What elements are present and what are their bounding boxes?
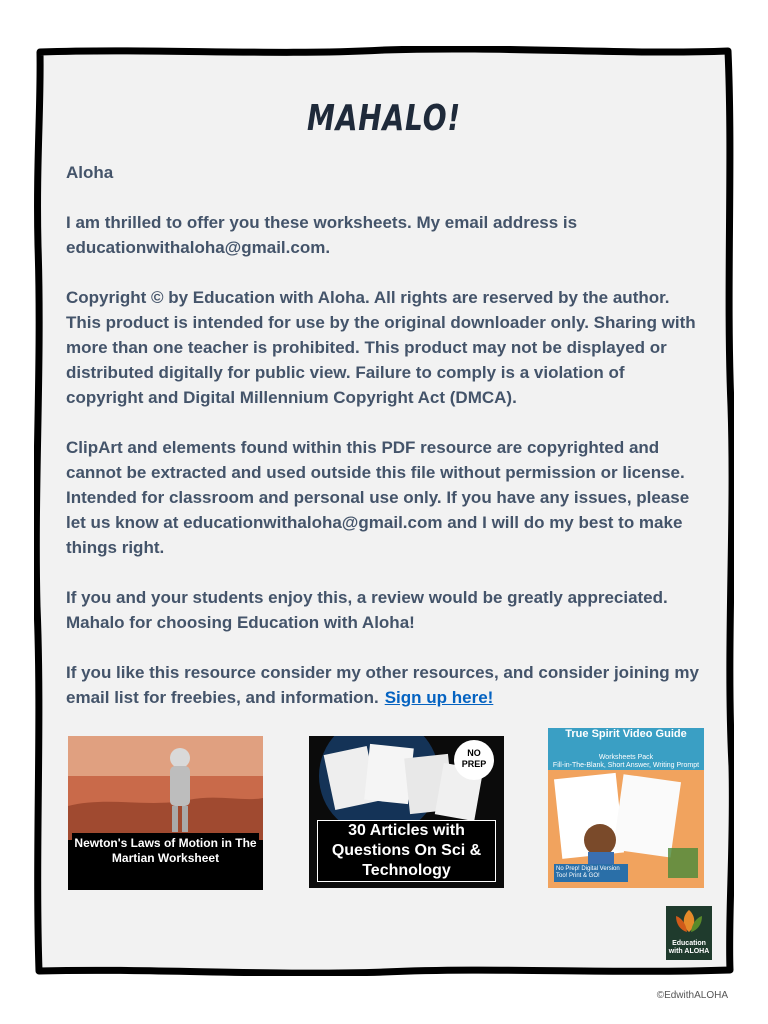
paragraph-review: If you and your students enjoy this, a review would be greatly appreciated. Mahalo for choosing Education with Aloha! — [66, 588, 668, 632]
product-martian-caption: Newton's Laws of Motion in The Martian Worksheet — [72, 833, 259, 886]
greeting-text: Aloha — [66, 163, 114, 182]
page-frame — [34, 46, 734, 976]
page-title: MAHALO! — [307, 98, 461, 139]
footer-copyright: ©EdwithALOHA — [656, 990, 728, 1001]
product-articles[interactable] — [309, 736, 504, 888]
paragraph-signup — [66, 660, 706, 710]
video-guide-header: True Spirit Video Guide — [548, 728, 704, 754]
signup-link[interactable]: Sign up here! — [384, 688, 494, 707]
product-articles-caption: 30 Articles with Questions On Sci & Technology — [317, 820, 496, 882]
signup-text: If you like this resource consider my other resources, and consider joining my email list for freebies, and information. — [66, 663, 699, 707]
paragraph-intro: I am thrilled to offer you these worksheets. My email address is educationwithaloha@gmail.com. — [66, 213, 578, 257]
video-guide-tag: No Prep! Digital Version Too! Print & GO! — [554, 864, 628, 882]
paragraph-clipart: ClipArt and elements found within this PDF resource are copyrighted and cannot be extracted and used outside this file without permission or license. Intended for classroom and personal use only. If you have any issues, please let us know at educationwithaloha@gmail.com and I will do my best to make things right. — [66, 438, 690, 557]
brand-logo — [666, 906, 712, 960]
product-martian[interactable] — [68, 736, 263, 890]
leaf-icon — [666, 906, 712, 936]
product-video-guide[interactable] — [548, 728, 704, 888]
no-prep-badge: NO PREP — [454, 740, 494, 780]
video-guide-note: Fill-in-The-Blank, Short Answer, Writing Prompt — [552, 762, 700, 769]
paragraph-copyright: Copyright © by Education with Aloha. All rights are reserved by the author. This product is intended for use by the original downloader only. Sharing with more than one teacher is prohibited. This product may not be displayed or distributed digitally for public view. Failure to comply is a violation of copyright and Digital Millennium Copyright Act (DMCA). — [66, 288, 696, 407]
product-thumbnails — [34, 728, 734, 894]
video-guide-subtitle: Worksheets Pack — [598, 754, 654, 761]
logo-text: Education with ALOHA — [668, 940, 710, 955]
content-body — [66, 104, 706, 735]
